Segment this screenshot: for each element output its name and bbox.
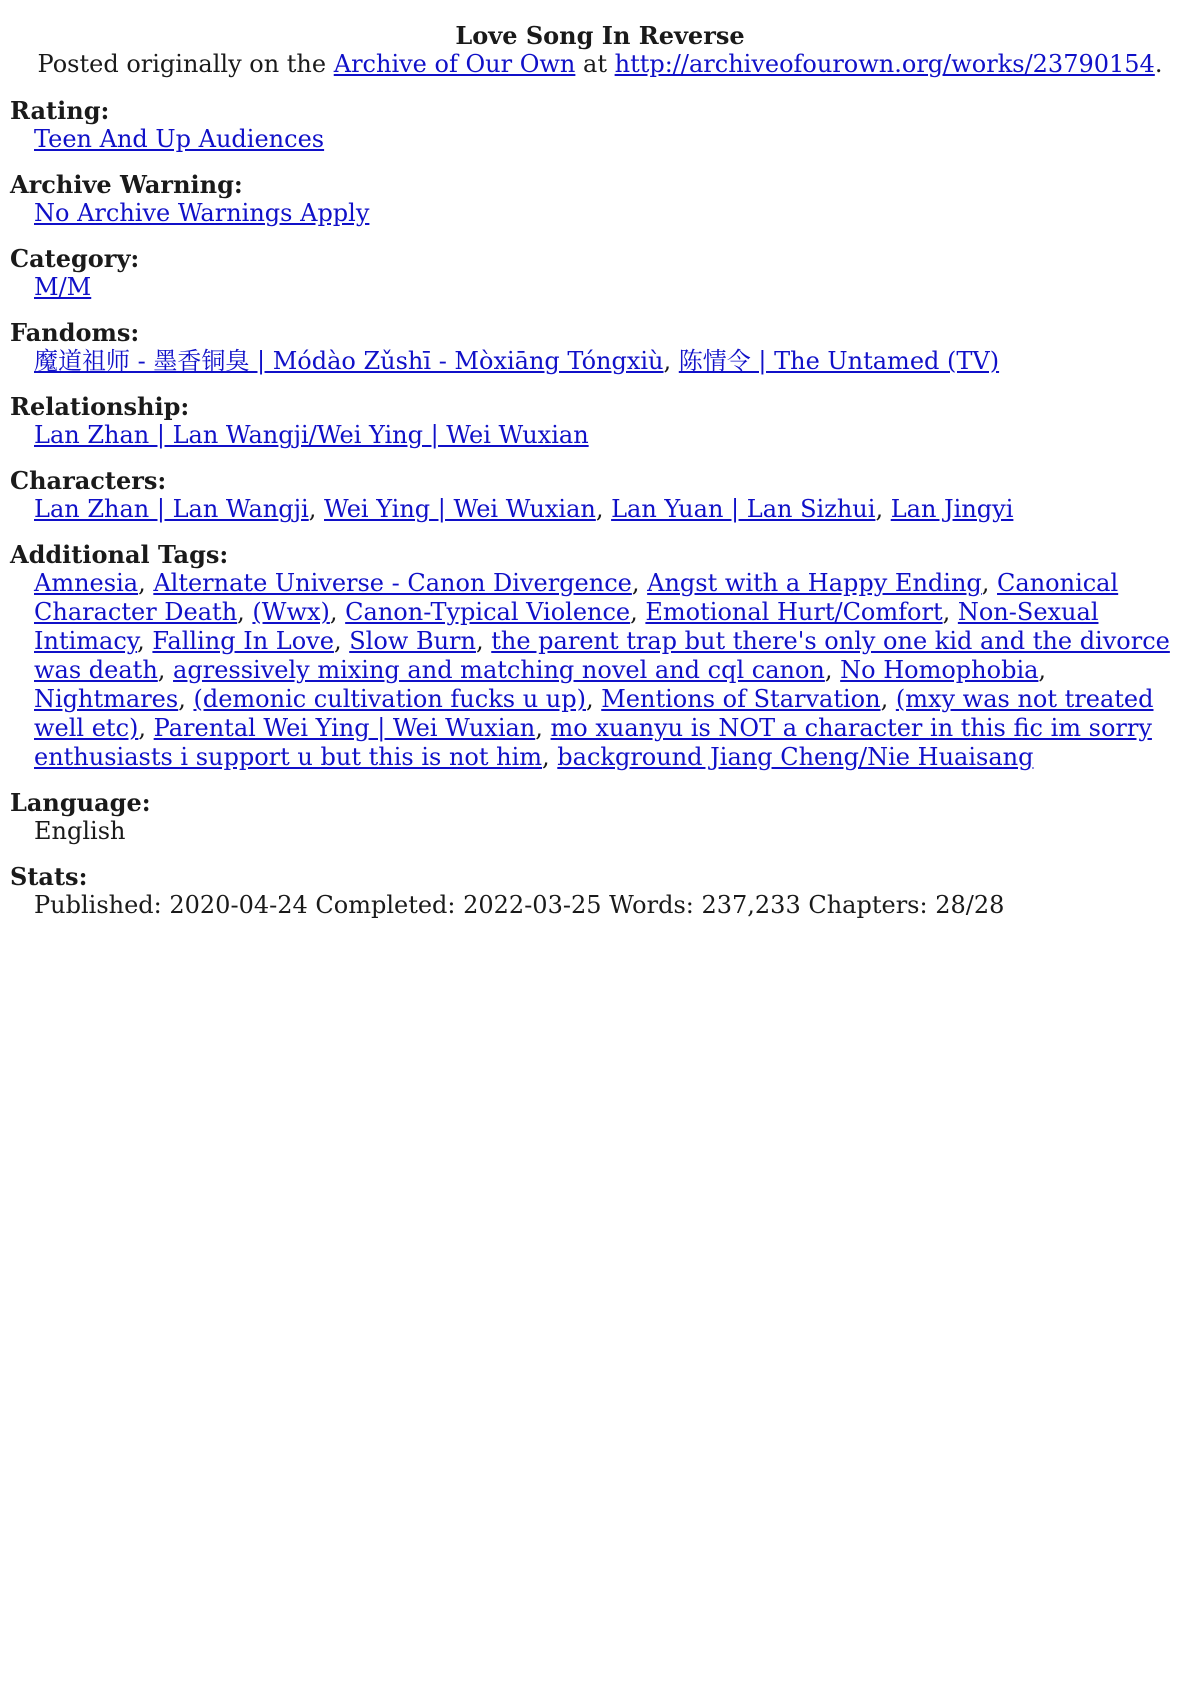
warning-section — [10, 170, 1190, 228]
posted-line — [10, 49, 1190, 80]
posted-prefix: Posted originally on the — [37, 50, 327, 78]
fandoms-list — [10, 347, 1190, 376]
tag-link[interactable]: Falling In Love — [152, 627, 334, 655]
list-separator: , — [237, 598, 253, 626]
tag-link[interactable]: agressively mixing and matching novel and cql canon — [173, 656, 825, 684]
category-link[interactable]: M/M — [34, 273, 92, 301]
stats-label: Stats: — [10, 862, 88, 891]
rating-link[interactable]: Teen And Up Audiences — [34, 125, 325, 153]
category-label: Category: — [10, 244, 140, 273]
fandom-link[interactable]: 魔道祖师 - 墨香铜臭 | Módào Zǔshī - Mòxiāng Tóngxiù — [34, 347, 664, 375]
posted-middle: at — [583, 50, 607, 78]
tag-link[interactable]: Nightmares — [34, 685, 179, 713]
tag-link[interactable]: Parental Wei Ying | Wei Wuxian — [153, 714, 536, 742]
list-separator: , — [630, 598, 646, 626]
work-url-link[interactable]: http://archiveofourown.org/works/23790154 — [614, 50, 1155, 78]
archive-link[interactable]: Archive of Our Own — [333, 50, 576, 78]
list-separator: , — [942, 598, 958, 626]
list-separator: , — [308, 495, 324, 523]
stats-value: Published: 2020-04-24 Completed: 2022-03-25 Words: 237,233 Chapters: 28/28 — [34, 891, 1005, 919]
list-separator: , — [535, 714, 551, 742]
list-separator: , — [475, 627, 492, 655]
relationship-link[interactable]: Lan Zhan | Lan Wangji/Wei Ying | Wei Wuxian — [34, 421, 589, 449]
tag-link[interactable]: Canonical Character Death — [34, 569, 1119, 626]
tag-link[interactable]: the parent trap but there's only one kid and the divorce was death — [34, 627, 1170, 684]
tag-link[interactable]: Mentions of Starvation — [601, 685, 881, 713]
tag-link[interactable]: background Jiang Cheng/Nie Huaisang — [557, 743, 1034, 771]
warning-link[interactable]: No Archive Warnings Apply — [34, 199, 370, 227]
tag-link[interactable]: Non-Sexual Intimacy — [34, 598, 1099, 655]
list-separator: , — [137, 627, 153, 655]
list-separator: , — [1038, 656, 1047, 684]
rating-label: Rating: — [10, 96, 110, 125]
list-separator: , — [595, 495, 612, 523]
tag-link[interactable]: mo xuanyu is NOT a character in this fic im sorry enthusiasts i support u but this is not him — [34, 714, 1152, 771]
list-separator: , — [824, 656, 841, 684]
posted-suffix: . — [1154, 50, 1163, 78]
list-separator: , — [333, 627, 350, 655]
tag-link[interactable]: (demonic cultivation fucks u up) — [193, 685, 586, 713]
tag-link[interactable]: (Wwx) — [252, 598, 330, 626]
tags-section — [10, 540, 1190, 772]
tag-link[interactable]: No Homophobia — [840, 656, 1039, 684]
character-link[interactable]: Lan Yuan | Lan Sizhui — [611, 495, 876, 523]
list-separator: , — [138, 569, 154, 597]
tag-link[interactable]: Canon-Typical Violence — [345, 598, 631, 626]
language-value: English — [34, 817, 126, 845]
tags-list — [10, 569, 1184, 772]
category-section — [10, 244, 1190, 302]
list-separator: , — [178, 685, 194, 713]
tag-link[interactable]: Emotional Hurt/Comfort — [645, 598, 943, 626]
characters-section — [10, 466, 1190, 524]
tags-label: Additional Tags: — [10, 540, 229, 569]
rating-section — [10, 96, 1190, 154]
relationship-label: Relationship: — [10, 392, 190, 421]
list-separator: , — [329, 598, 346, 626]
character-link[interactable]: Lan Zhan | Lan Wangji — [34, 495, 309, 523]
list-separator: , — [875, 495, 891, 523]
warning-label: Archive Warning: — [10, 170, 243, 199]
tag-link[interactable]: Amnesia — [34, 569, 139, 597]
tag-link[interactable]: Slow Burn — [349, 627, 476, 655]
characters-list — [10, 495, 1190, 524]
fandom-link[interactable]: 陈情令 | The Untamed (TV) — [678, 347, 1000, 375]
tag-link[interactable]: (mxy was not treated well etc) — [34, 685, 1154, 742]
fandoms-label: Fandoms: — [10, 318, 140, 347]
language-label: Language: — [10, 788, 151, 817]
fandoms-section — [10, 318, 1190, 376]
tag-link[interactable]: Angst with a Happy Ending — [647, 569, 982, 597]
list-separator: , — [663, 347, 679, 375]
character-link[interactable]: Wei Ying | Wei Wuxian — [324, 495, 596, 523]
list-separator: , — [138, 714, 154, 742]
list-separator: , — [631, 569, 648, 597]
list-separator: , — [880, 685, 896, 713]
work-title: Love Song In Reverse — [455, 21, 745, 50]
list-separator: , — [157, 656, 174, 684]
tag-link[interactable]: Alternate Universe - Canon Divergence — [153, 569, 632, 597]
language-section — [10, 788, 1190, 846]
stats-section — [10, 862, 1190, 920]
relationship-section — [10, 392, 1190, 450]
list-separator: , — [542, 743, 558, 771]
characters-label: Characters: — [10, 466, 167, 495]
character-link[interactable]: Lan Jingyi — [890, 495, 1014, 523]
list-separator: , — [981, 569, 998, 597]
list-separator: , — [585, 685, 602, 713]
